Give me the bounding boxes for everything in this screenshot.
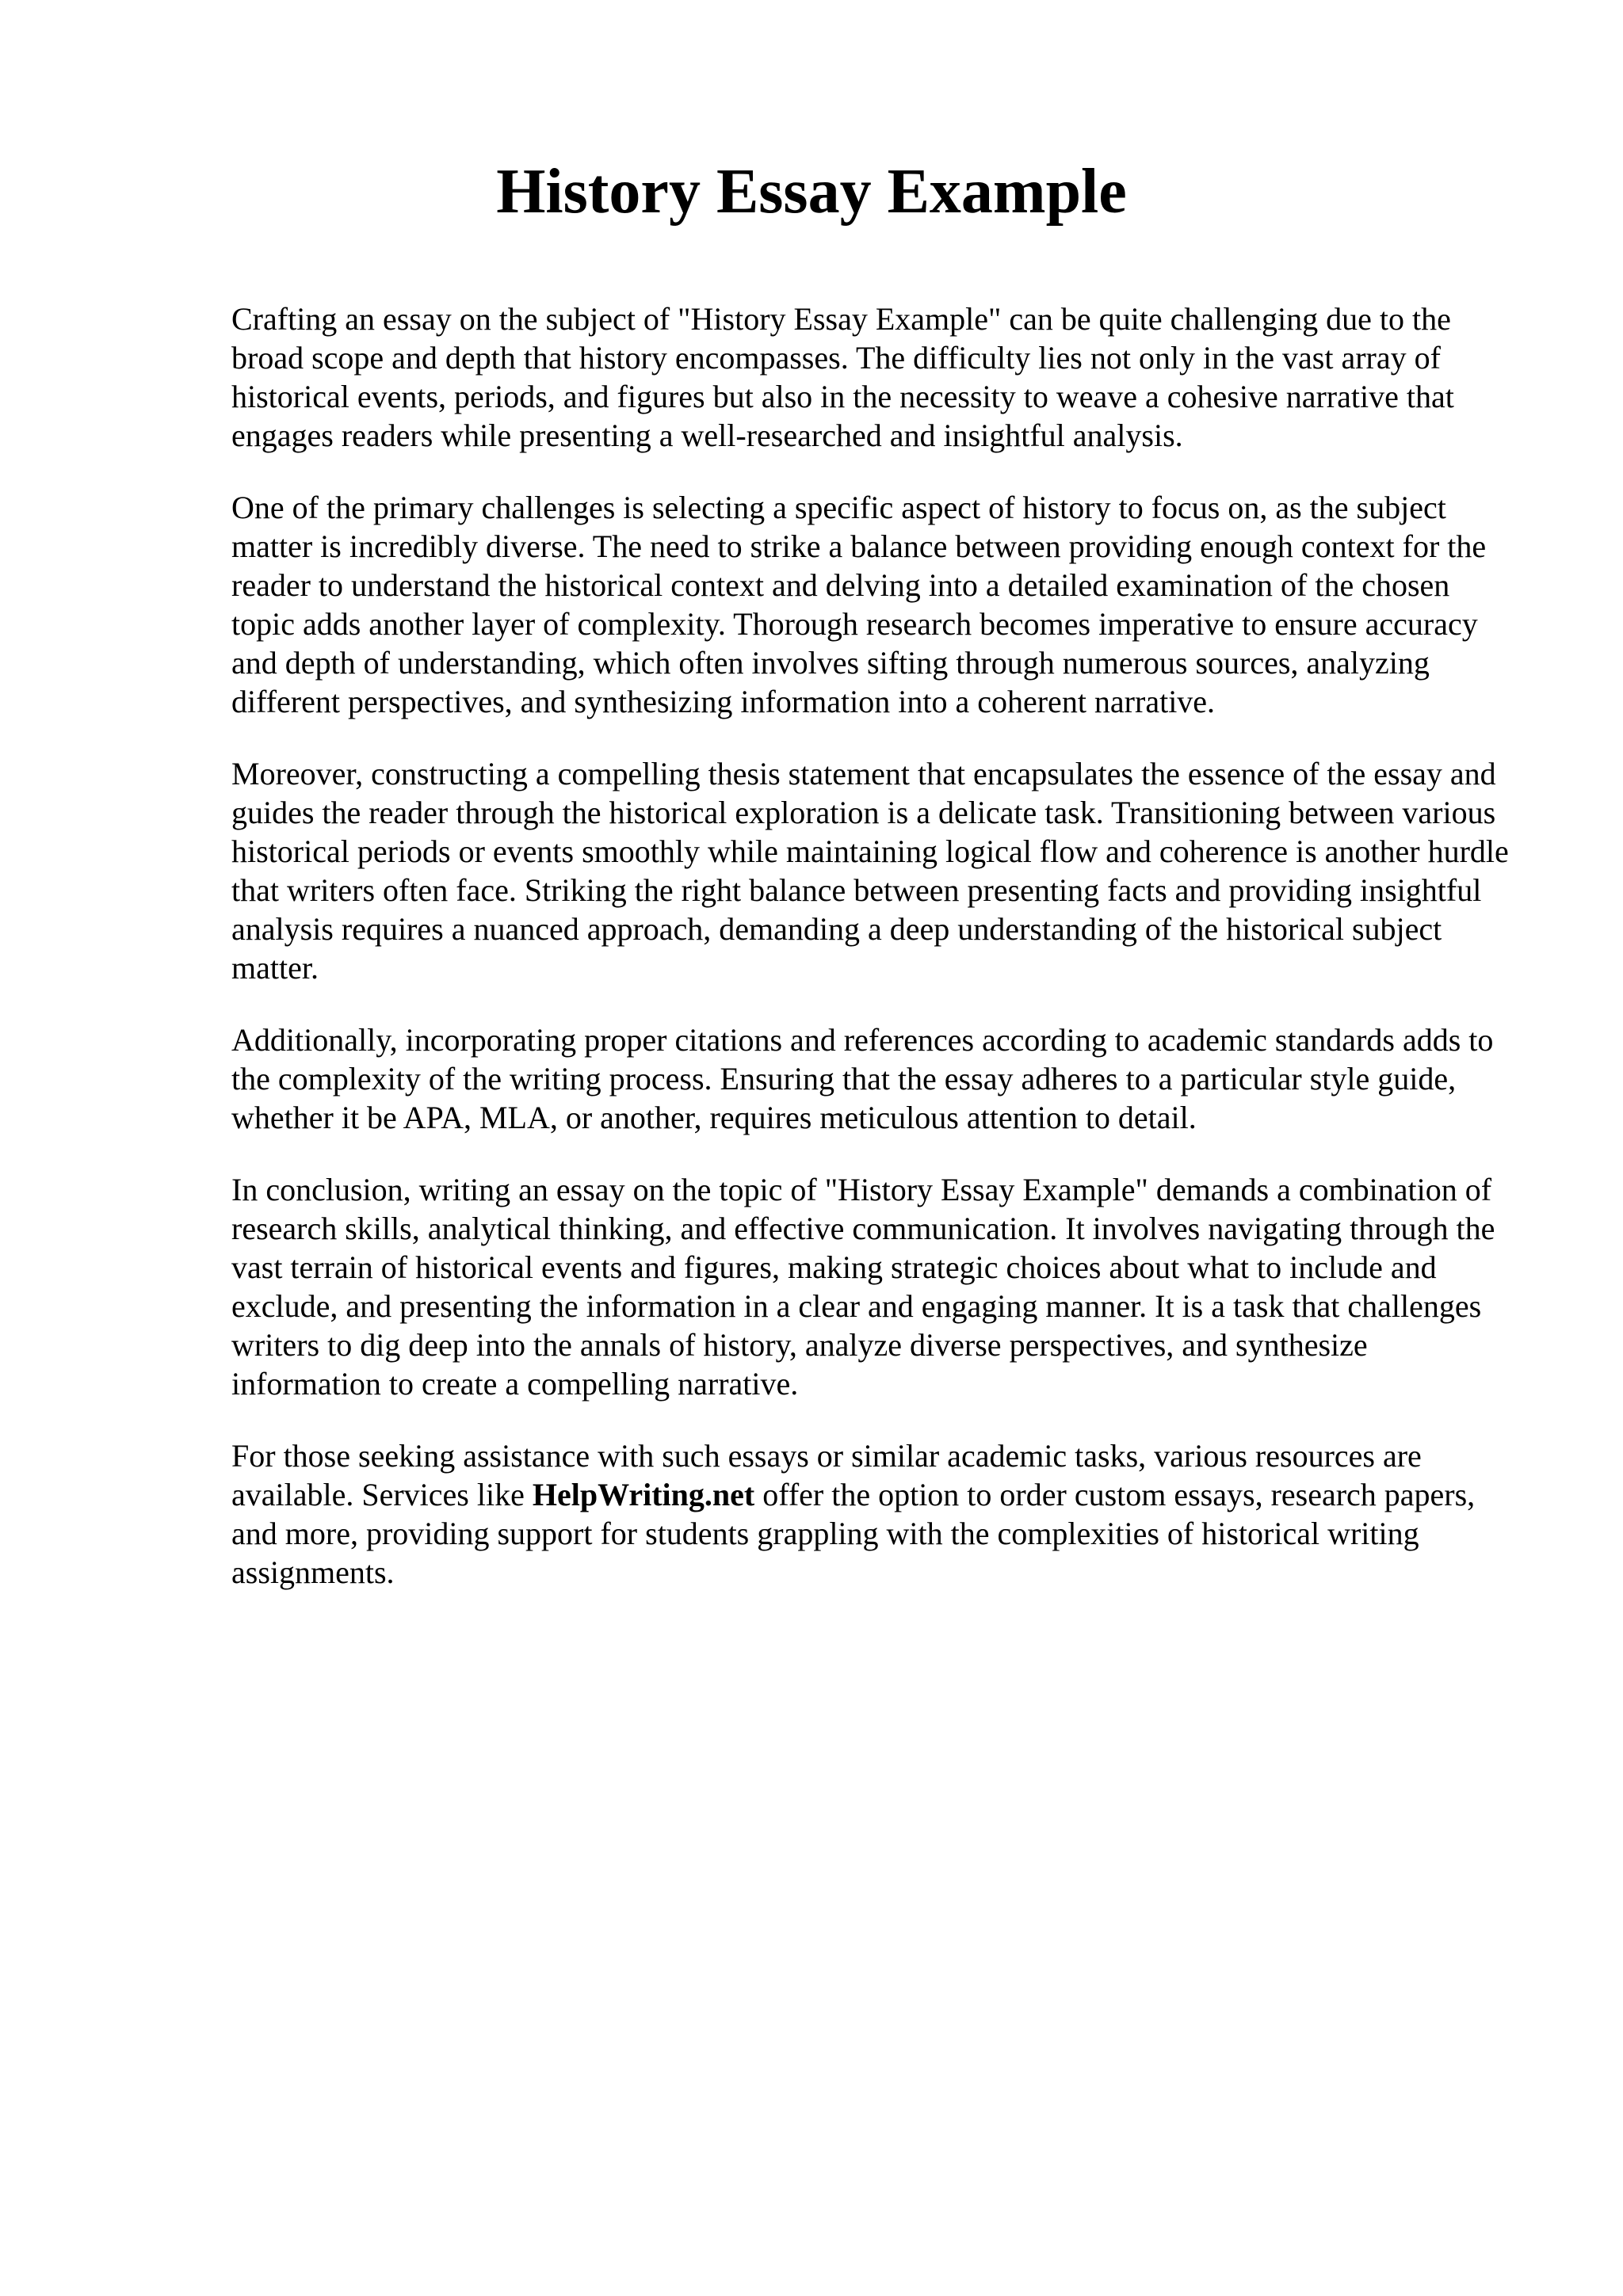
paragraph-thesis: Moreover, constructing a compelling thesis statement that encapsulates the essence of the essay and guides the reader through the historical exploration is a delicate task. Transitioning between various historical periods or events smoothly while maintaining logical flow and coherence is another hurdle that writers often face. Striking the right balance between presenting facts and providing insightful analysis requires a nuanced approach, demanding a deep understanding of the historical subject matter. — [231, 756, 1509, 986]
paragraph-intro: Crafting an essay on the subject of "History Essay Example" can be quite challenging due to the broad scope and depth that history encompasses. The difficulty lies not only in the vast array of historical events, periods, and figures but also in the necessity to weave a cohesive narrative that engages readers while presenting a well-researched and insightful analysis. — [231, 301, 1454, 453]
document-title: History Essay Example — [496, 157, 1127, 227]
paragraph-resources — [231, 1436, 1515, 1592]
resources-text-before: For those seeking assistance with such essays or similar academic tasks, various resources are available. Services like — [231, 1438, 1422, 1512]
helpwriting-link[interactable]: HelpWriting.net — [532, 1477, 755, 1512]
paragraph-challenges: One of the primary challenges is selecting a specific aspect of history to focus on, as the subject matter is incredibly diverse. The need to strike a balance between providing enough context for the reader to understand the historical context and delving into a detailed examination of the chosen topic adds another layer of complexity. Thorough research becomes imperative to ensure accuracy and depth of understanding, which often involves sifting through numerous sources, analyzing different perspectives, and synthesizing information into a coherent narrative. — [231, 490, 1487, 719]
essay-body — [231, 299, 1515, 1592]
resources-text-after: offer the option to order custom essays, research papers, and more, providing support for students grappling with the complexities of historical writing assignments. — [231, 1477, 1476, 1590]
paragraph-citations: Additionally, incorporating proper citations and references according to academic standards adds to the complexity of the writing process. Ensuring that the essay adheres to a particular style guide, whether it be APA, MLA, or another, requires meticulous attention to detail. — [231, 1022, 1494, 1135]
paragraph-conclusion: In conclusion, writing an essay on the topic of "History Essay Example" demands a combination of research skills, analytical thinking, and effective communication. It involves navigating through the vast terrain of historical events and figures, making strategic choices about what to include and exclude, and presenting the information in a clear and engaging manner. It is a task that challenges writers to dig deep into the annals of history, analyze diverse perspectives, and synthesize information to create a compelling narrative. — [231, 1172, 1495, 1402]
